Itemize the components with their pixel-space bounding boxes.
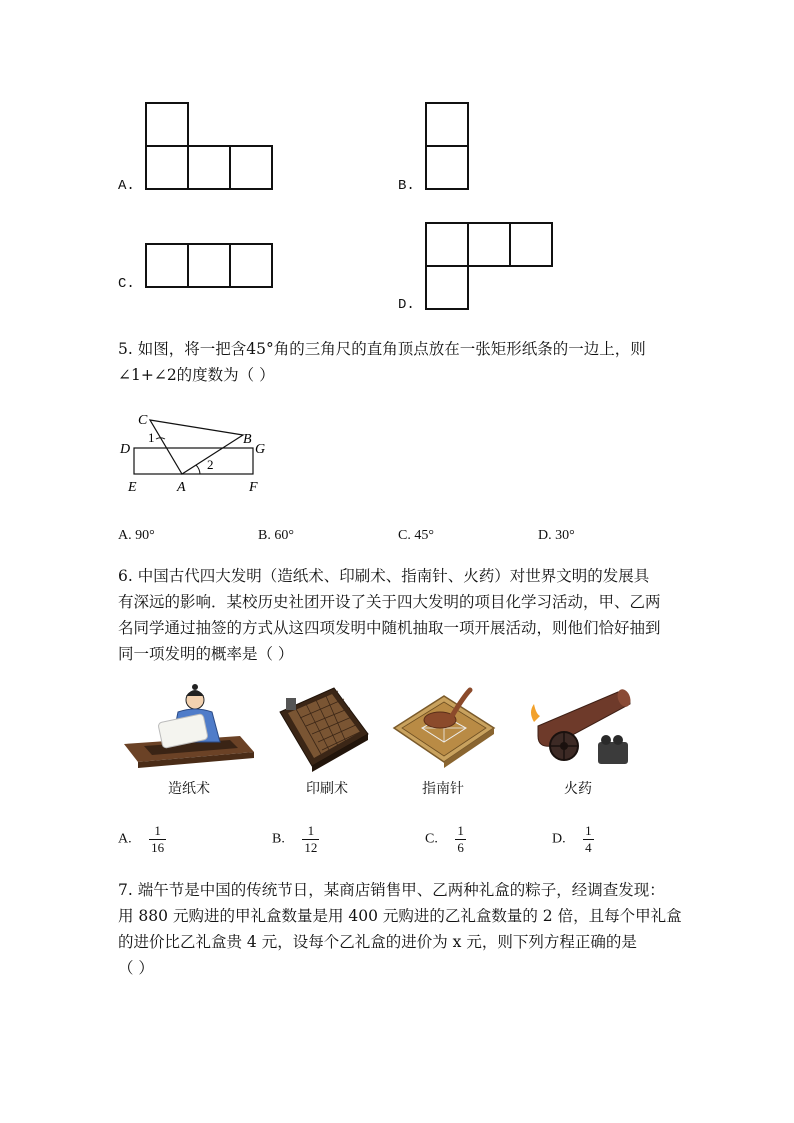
net-square bbox=[229, 145, 273, 190]
option-b: B. $\frac{1}{12}$ bbox=[272, 823, 318, 855]
question-text: 6. 中国古代四大发明（造纸术、印刷术、指南针、火药）对世界文明的发展具 bbox=[118, 567, 650, 585]
label-C: C bbox=[138, 413, 148, 428]
gunpowder-illustration bbox=[518, 682, 638, 772]
question-text: 7. 端午节是中国的传统节日，某商店销售甲、乙两种礼盒的粽子，经调查发现： bbox=[118, 881, 665, 899]
label-A: A bbox=[177, 480, 186, 495]
fraction: $\frac{1}{4}$ bbox=[585, 823, 592, 855]
angle-2-arc bbox=[196, 465, 200, 474]
compass-illustration bbox=[388, 682, 500, 772]
question-text: 有深远的影响．某校历史社团开设了关于四大发明的项目化学习活动，甲、乙两 bbox=[118, 593, 661, 611]
fraction: $\frac{1}{12}$ bbox=[304, 823, 318, 855]
label-G: G bbox=[255, 442, 266, 457]
question-text: 用 880 元购进的甲礼盒数量是用 400 元购进的乙礼盒数量的 2 倍，且每个甲礼盒 bbox=[118, 907, 682, 925]
label-angle-2: 2 bbox=[207, 457, 214, 472]
question-6 bbox=[118, 563, 718, 667]
label-D: D bbox=[120, 442, 131, 457]
question-text: 5. 如图，将一把含45°角的三角尺的直角顶点放在一张矩形纸条的一边上，则 bbox=[118, 340, 646, 358]
net-square bbox=[467, 222, 511, 267]
caption-papermaking: 造纸术 bbox=[168, 781, 210, 797]
printing-illustration bbox=[272, 682, 376, 772]
option-b: B. 60° bbox=[258, 528, 294, 543]
question-text: 名同学通过抽签的方式从这四项发明中随机抽取一项开展活动，则他们恰好抽到 bbox=[118, 619, 661, 637]
paper-strip bbox=[134, 448, 253, 474]
net-square bbox=[145, 145, 189, 190]
question-text: （ ） bbox=[118, 959, 154, 977]
net-square bbox=[425, 222, 469, 267]
option-a: A. 90° bbox=[118, 528, 155, 543]
fraction: $\frac{1}{6}$ bbox=[457, 823, 464, 855]
question-7 bbox=[118, 877, 718, 981]
label-E: E bbox=[128, 480, 137, 495]
papermaking-illustration bbox=[120, 682, 258, 772]
net-square bbox=[187, 145, 231, 190]
label-B: B bbox=[243, 432, 252, 447]
caption-printing: 印刷术 bbox=[306, 781, 348, 797]
net-square bbox=[509, 222, 553, 267]
fraction: $\frac{1}{16}$ bbox=[151, 823, 165, 855]
question-text: 的进价比乙礼盒贵 4 元，设每个乙礼盒的进价为 x 元，则下列方程正确的是 bbox=[118, 933, 637, 951]
question-5 bbox=[118, 336, 718, 388]
option-c: C. $\frac{1}{6}$ bbox=[425, 823, 464, 855]
geometry-figure bbox=[110, 405, 280, 495]
caption-gunpowder: 火药 bbox=[564, 781, 592, 797]
option-label: B. bbox=[398, 178, 415, 194]
net-square bbox=[425, 265, 469, 310]
option-a: A. $\frac{1}{16}$ bbox=[118, 823, 165, 855]
option-d: D. $\frac{1}{4}$ bbox=[552, 823, 592, 855]
net-square bbox=[145, 102, 189, 147]
label-angle-1: 1 bbox=[148, 430, 155, 445]
option-label: D. bbox=[398, 297, 415, 313]
option-label: C. bbox=[118, 276, 135, 292]
net-square bbox=[425, 102, 469, 147]
option-c: C. 45° bbox=[398, 528, 434, 543]
option-d: D. 30° bbox=[538, 528, 575, 543]
net-square bbox=[229, 243, 273, 288]
question-text: 同一项发明的概率是（ ） bbox=[118, 645, 294, 663]
option-label: A. bbox=[118, 178, 135, 194]
net-square bbox=[145, 243, 189, 288]
label-F: F bbox=[249, 480, 258, 495]
question-text: ∠1+∠2的度数为（ ） bbox=[118, 366, 275, 384]
net-square bbox=[187, 243, 231, 288]
net-square bbox=[425, 145, 469, 190]
caption-compass: 指南针 bbox=[422, 781, 464, 797]
